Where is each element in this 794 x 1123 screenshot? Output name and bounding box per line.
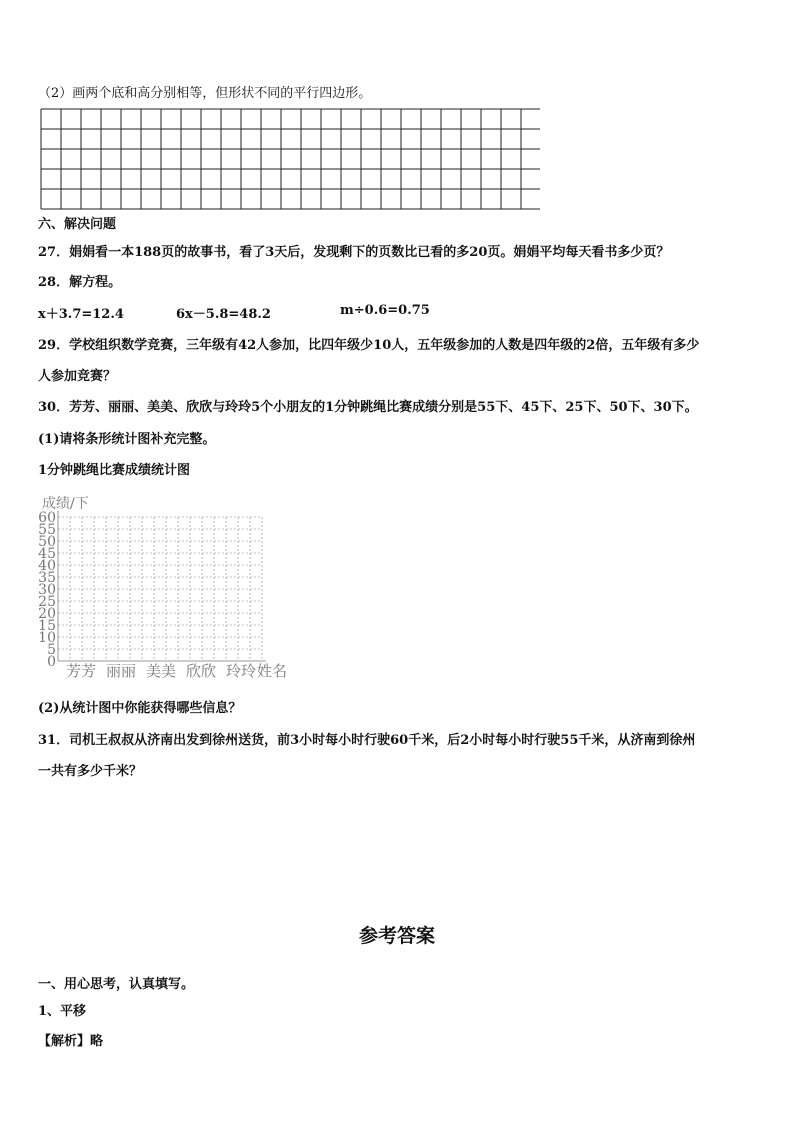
question-parallelogram: （2）画两个底和高分别相等，但形状不同的平行四边形。 [38, 86, 372, 101]
question-27: 27．娟娟看一本188页的故事书，看了3天后，发现剩下的页数比已看的多20页。娟娟平均每天看书多少页？ [38, 245, 670, 260]
y-tick-label: 30 [38, 582, 56, 598]
grid-svg [40, 108, 540, 212]
question-31-line1: 31．司机王叔叔从济南出发到徐州送货，前3小时每小时行驶60千米，后2小时每小时行驶55千米，从济南到徐州 [38, 733, 696, 748]
chart-title: 1分钟跳绳比赛成绩统计图 [38, 463, 191, 478]
question-29-line2: 人参加竞赛？ [38, 369, 117, 384]
y-tick-label: 50 [38, 534, 56, 550]
x-axis-label: 姓名 [257, 662, 288, 680]
equation-3: m÷0.6=0.75 [340, 303, 430, 318]
y-tick-label: 25 [38, 594, 56, 610]
drawing-grid [40, 108, 540, 216]
y-tick-label: 20 [38, 606, 56, 622]
y-tick-label: 5 [47, 642, 56, 658]
answer-title: 参考答案 [358, 925, 435, 947]
x-category-label: 芳芳 [66, 662, 97, 680]
x-category-label: 玲玲 [226, 662, 257, 680]
y-tick-label: 15 [38, 618, 56, 634]
y-tick-label: 55 [38, 522, 56, 538]
question-30: 30．芳芳、丽丽、美美、欣欣与玲玲5个小朋友的1分钟跳绳比赛成绩分别是55下、45下、25下、50下、30下。 [38, 400, 698, 415]
section-title-6: 六、解决问题 [38, 217, 117, 232]
bar-chart-svg [36, 490, 296, 685]
y-tick-label: 60 [38, 510, 56, 526]
y-tick-label: 0 [47, 654, 56, 670]
y-tick-label: 45 [38, 546, 56, 562]
equation-1: x＋3.7=12.4 [38, 307, 124, 322]
question-31-line2: 一共有多少千米？ [38, 764, 143, 779]
analysis: 【解析】略 [38, 1034, 104, 1049]
y-tick-label: 40 [38, 558, 56, 574]
bar-chart [36, 490, 296, 689]
x-category-label: 丽丽 [106, 662, 137, 680]
answer-1: 1、平移 [38, 1004, 87, 1019]
y-axis-label: 成绩/下 [42, 496, 89, 512]
question-28: 28．解方程。 [38, 275, 122, 290]
question-29-line1: 29．学校组织数学竞赛，三年级有42人参加，比四年级少10人，五年级参加的人数是四年级的2倍，五年级有多少 [38, 338, 700, 353]
y-tick-label: 35 [38, 570, 56, 586]
x-category-label: 欣欣 [186, 662, 217, 680]
question-30-part2: (2)从统计图中你能获得哪些信息？ [38, 701, 242, 716]
y-tick-label: 10 [38, 630, 56, 646]
x-category-label: 美美 [146, 662, 177, 680]
question-30-part1: (1)请将条形统计图补充完整。 [38, 432, 216, 447]
equation-2: 6x－5.8=48.2 [176, 307, 271, 322]
answer-section-1: 一、用心思考，认真填写。 [38, 977, 195, 992]
